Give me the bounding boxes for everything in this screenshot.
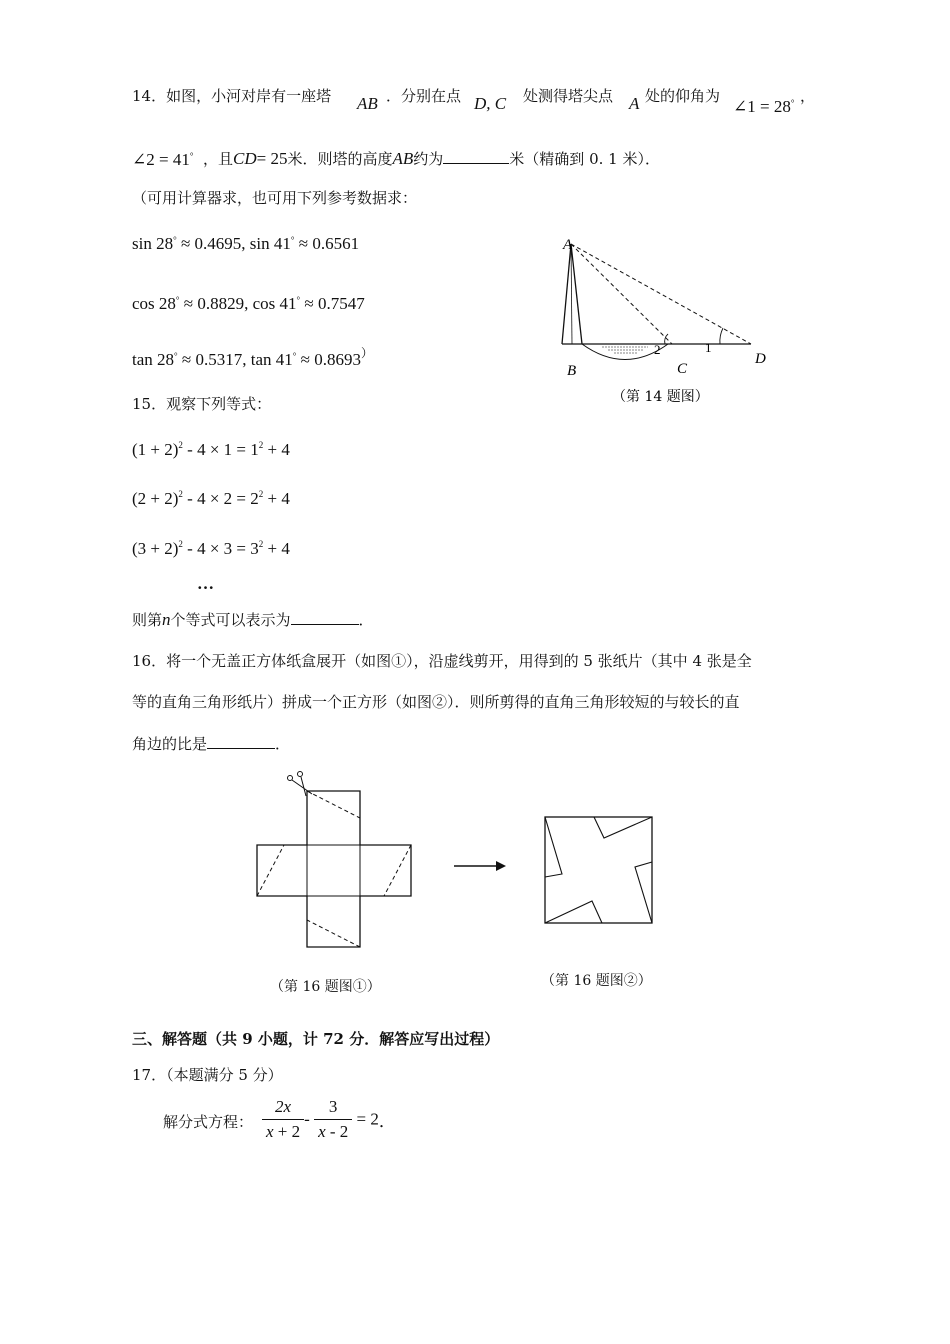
triangle-top [594, 817, 652, 838]
q17-equation: $\frac{2x}{x + 2}$ - $\frac{3}{x - 2}$ = 2． [262, 1097, 396, 1142]
sight-line-d [571, 244, 751, 344]
tower-left-edge [562, 244, 571, 344]
q14-tan-values: tan 28° ≈ 0.5317, tan 41° ≈ 0.8693） [132, 346, 373, 369]
fraction-2: $\frac{3}{x - 2}$ [314, 1097, 352, 1142]
q14-sin-values: sin 28° ≈ 0.4695, sin 41° ≈ 0.6561 [132, 234, 360, 253]
cross-net-outline [257, 791, 411, 947]
q14-number: 14． [132, 87, 167, 105]
label-b: B [567, 363, 577, 379]
q14-angle1: ∠1 = 28° [733, 97, 795, 116]
q14-comma: ， [800, 87, 816, 105]
figure-16-2 [540, 812, 660, 930]
q17-title: 17．（本题满分 5 分） [132, 1066, 283, 1084]
q14-angle2: ∠2 = 41° [132, 150, 194, 169]
q14-text: 如图，小河对岸有一座塔 [166, 87, 332, 105]
q15-eq3: $(3 + 2)^2 - 4 \times 3 = 3^2 + 4$ [132, 539, 290, 558]
q14-a: A [629, 94, 640, 113]
q14-line1 [132, 85, 331, 106]
q15-dots: … [197, 574, 214, 593]
triangle-bottom [545, 901, 602, 923]
scissors-icon [288, 772, 313, 797]
q15-ask: 则第n个等式可以表示为 ． [132, 610, 374, 629]
q14-text-c: 处测得塔尖点 [523, 87, 614, 105]
q14-answer-blank[interactable] [443, 149, 509, 164]
cut-line-bottom [307, 920, 360, 947]
figure-14-caption: （第 14 题图） [612, 389, 709, 405]
q16-line3: 角边的比是 ． [132, 735, 291, 753]
figure-16-1 [250, 770, 420, 955]
label-d: D [755, 351, 766, 367]
q16-line2: 等的直角三角形纸片）拼成一个正方形（如图②）．则所剪得的直角三角形较短的与较长的直 [132, 693, 740, 711]
arrow-right-icon [452, 858, 510, 874]
angle-arc-1 [720, 328, 723, 344]
label-c: C [677, 361, 688, 377]
q16-line1: 16．将一个无盖正方体纸盒展开（如图①），沿虚线剪开，用得到的 5 张纸片（其中 4 张是全 [132, 652, 752, 670]
cut-line-right [384, 845, 411, 896]
cut-line-left [257, 845, 284, 896]
sight-line-c [571, 244, 672, 344]
q14-line2: ，且CD= 25米．则塔的高度AB约为 米（精确到 0. 1 米）． [203, 149, 660, 168]
figure-16-1-caption: （第 16 题图①） [270, 979, 381, 995]
q16-answer-blank[interactable] [207, 734, 275, 749]
q15-title: 15．观察下列等式： [132, 395, 272, 413]
label-2: 2 [654, 342, 661, 357]
q14-text-d: 处的仰角为 [645, 87, 721, 105]
figure-16-2-caption: （第 16 题图②） [541, 973, 652, 989]
tower-right-edge [571, 244, 582, 344]
q15-answer-blank[interactable] [291, 610, 359, 625]
label-a: A [563, 237, 573, 253]
triangle-right [635, 862, 652, 923]
tower-height-line [571, 244, 572, 344]
fraction-1: $\frac{2x}{x + 2}$ [262, 1097, 304, 1142]
den-2: x - 2 [318, 1122, 349, 1141]
q15-eq1: $(1 + 2)^2 - 4 \times 1 = 1^2 + 4$ [132, 440, 290, 459]
q17-prompt: 解分式方程： [163, 1113, 254, 1131]
figure-14 [550, 230, 780, 410]
triangle-left [545, 817, 562, 877]
q14-hint: （可用计算器求，也可用下列参考数据求： [132, 189, 418, 207]
q14-ab: AB [357, 94, 378, 113]
q15-eq2: $(2 + 2)^2 - 4 \times 2 = 2^2 + 4$ [132, 489, 290, 508]
q14-text-b: ．分别在点 [386, 87, 462, 105]
section-3-title: 三、解答题（共 9 小题，计 72 分．解答应写出过程） [132, 1030, 500, 1048]
cut-line-top [307, 791, 360, 818]
q14-cos-values: cos 28° ≈ 0.8829, cos 41° ≈ 0.7547 [132, 294, 365, 313]
den-1: x + 2 [266, 1122, 301, 1141]
q14-dc: D, C [474, 94, 507, 113]
label-1: 1 [705, 340, 712, 355]
